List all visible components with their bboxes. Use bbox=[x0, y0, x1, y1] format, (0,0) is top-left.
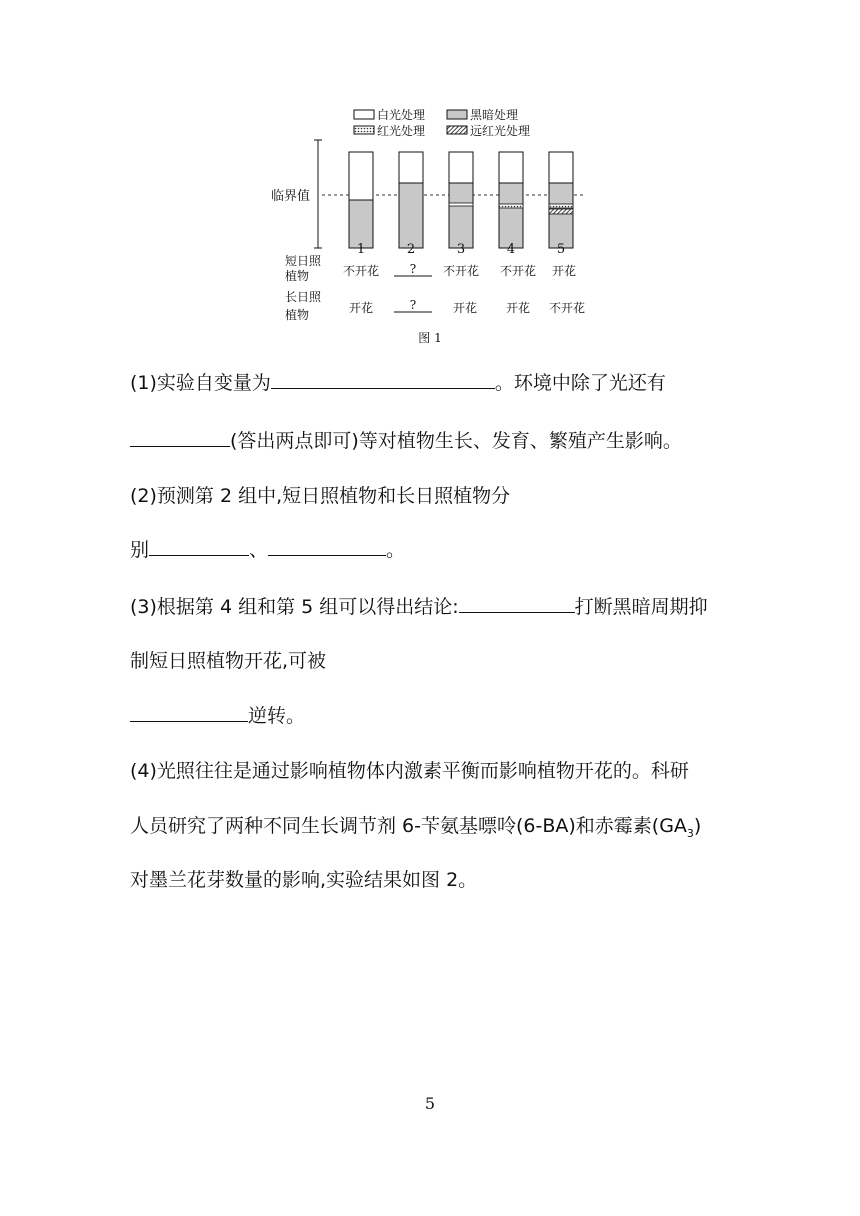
question-2-end: 。 bbox=[386, 539, 406, 561]
long-day-label-2: 植物 bbox=[285, 308, 310, 322]
long-day-label-1: 长日照 bbox=[285, 290, 322, 304]
question-2-line-2 bbox=[130, 537, 405, 562]
legend-swatch-farred bbox=[447, 126, 467, 134]
long-day-result-3: 开花 bbox=[452, 301, 478, 315]
question-4-text-2-end: ) bbox=[693, 815, 702, 837]
legend-swatch-red bbox=[354, 126, 374, 134]
group-number-4: 4 bbox=[506, 242, 516, 257]
question-3-line-3 bbox=[130, 703, 305, 728]
question-4-text-3: 对墨兰花芽数量的影响,实验结果如图 2。 bbox=[130, 869, 478, 891]
page-number: 5 bbox=[424, 1094, 436, 1113]
long-day-result-4: 开花 bbox=[505, 301, 531, 315]
question-1-line-1 bbox=[130, 370, 666, 395]
bar-group-2 bbox=[399, 152, 423, 248]
question-3-suffix: 打断黑暗周期抑 bbox=[574, 596, 708, 618]
legend-label-dark: 黑暗处理 bbox=[470, 108, 519, 122]
question-3-line-2 bbox=[130, 649, 326, 673]
long-day-result-2: ? bbox=[409, 298, 417, 312]
bar-group-3 bbox=[449, 152, 473, 248]
short-day-result-3: 不开花 bbox=[442, 264, 480, 278]
group-number-2: 2 bbox=[406, 242, 416, 257]
group-number-3: 3 bbox=[456, 242, 466, 257]
bar-group-4 bbox=[499, 152, 523, 248]
answer-blank-2a[interactable] bbox=[149, 537, 249, 556]
question-3-continued: 制短日照植物开花,可被 bbox=[130, 650, 327, 672]
short-day-result-1: 不开花 bbox=[342, 264, 380, 278]
question-1-prefix: (1)实验自变量为 bbox=[130, 372, 271, 394]
question-4-line-2 bbox=[130, 814, 701, 846]
figure-1 bbox=[255, 100, 605, 350]
answer-blank-3a[interactable] bbox=[459, 594, 575, 613]
long-day-result-1: 开花 bbox=[348, 301, 374, 315]
long-day-result-5: 不开花 bbox=[548, 301, 586, 315]
question-2-continued: 别 bbox=[130, 539, 150, 561]
legend-label-red: 红光处理 bbox=[377, 124, 426, 138]
legend-swatch-dark bbox=[447, 110, 467, 119]
question-4-text-2: 人员研究了两种不同生长调节剂 6-苄氨基嘌呤(6-BA)和赤霉素(GA bbox=[130, 815, 687, 837]
question-3-line-1 bbox=[130, 594, 708, 619]
question-1-suffix: 。环境中除了光还有 bbox=[494, 372, 666, 394]
question-2-separator: 、 bbox=[249, 539, 269, 561]
question-1-text: (答出两点即可)等对植物生长、发育、繁殖产生影响。 bbox=[230, 430, 682, 452]
figure-caption: 图 1 bbox=[418, 331, 442, 345]
answer-blank-2b[interactable] bbox=[268, 537, 386, 556]
short-day-result-5: 开花 bbox=[551, 264, 577, 278]
threshold-label: 临界值 bbox=[271, 189, 311, 204]
bar-group-5 bbox=[549, 152, 573, 248]
legend-label-white: 白光处理 bbox=[377, 108, 426, 122]
question-1-line-2 bbox=[130, 428, 682, 453]
question-3-prefix: (3)根据第 4 组和第 5 组可以得出结论: bbox=[130, 596, 459, 618]
short-day-result-4: 不开花 bbox=[499, 264, 537, 278]
legend bbox=[354, 107, 530, 138]
question-2-text: (2)预测第 2 组中,短日照植物和长日照植物分 bbox=[130, 485, 511, 507]
question-4-line-1 bbox=[130, 759, 689, 783]
question-4-line-3 bbox=[130, 868, 477, 892]
bar-group-1 bbox=[349, 152, 373, 248]
question-3-end: 逆转。 bbox=[248, 705, 306, 727]
short-day-result-2: ? bbox=[409, 262, 417, 276]
time-axis bbox=[314, 140, 322, 248]
answer-blank-1a[interactable] bbox=[271, 370, 495, 389]
short-day-label-1: 短日照 bbox=[285, 254, 322, 268]
legend-label-farred: 远红光处理 bbox=[470, 124, 531, 138]
ga3-subscript: 3 bbox=[686, 826, 694, 840]
answer-blank-1b[interactable] bbox=[130, 428, 230, 447]
group-number-5: 5 bbox=[556, 242, 566, 257]
legend-swatch-white bbox=[354, 110, 374, 119]
short-day-label-2: 植物 bbox=[285, 269, 310, 283]
answer-blank-3b[interactable] bbox=[130, 703, 248, 722]
group-number-1: 1 bbox=[356, 242, 366, 257]
question-4-text-1: (4)光照往往是通过影响植物体内激素平衡而影响植物开花的。科研 bbox=[130, 760, 689, 782]
question-2-line-1 bbox=[130, 484, 510, 508]
